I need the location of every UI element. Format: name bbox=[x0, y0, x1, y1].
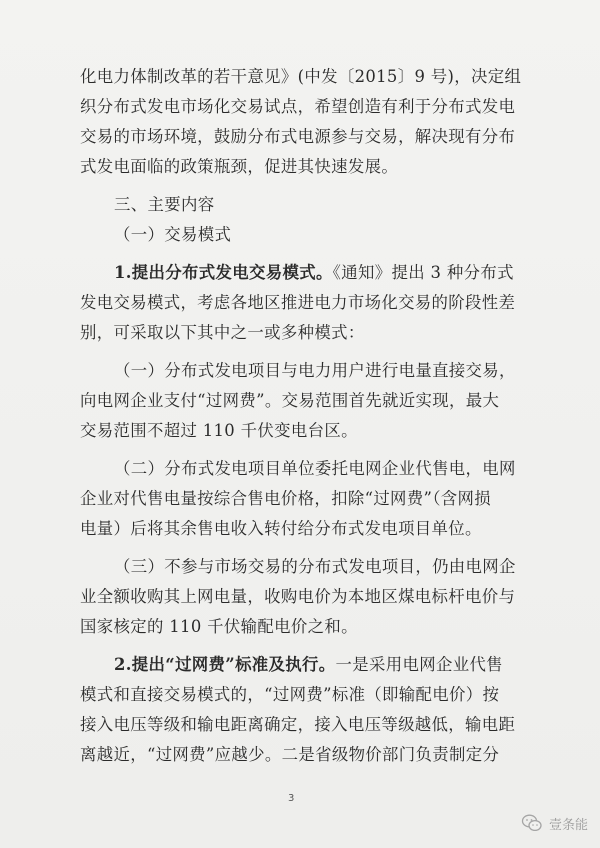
text-line: 发电交易模式，考虑各地区推进电力市场化交易的阶段性差 bbox=[80, 293, 516, 312]
text-line: 电量）后将其余售电收入转付给分布式发电项目单位。 bbox=[80, 519, 482, 538]
watermark bbox=[521, 812, 588, 834]
text-line: 向电网企业支付“过网费”。交易范围首先就近实现，最大 bbox=[80, 391, 500, 410]
text-run: 一是采用电网企业代售 bbox=[335, 655, 503, 674]
paragraph-line bbox=[80, 650, 528, 680]
page-number: 3 bbox=[288, 793, 295, 804]
text-line: 织分布式发电市场化交易试点，希望创造有利于分布式发电 bbox=[80, 97, 516, 116]
text-line: 交易的市场环境，鼓励分布式电源参与交易，解决现有分布 bbox=[80, 127, 516, 146]
text-line: 业全额收购其上网电量，收购电价为本地区煤电标杆电价与 bbox=[80, 587, 516, 606]
item-heading: 1.提出分布式发电交易模式。 bbox=[114, 263, 333, 282]
text-line: 交易范围不超过 110 千伏变电台区。 bbox=[80, 421, 358, 440]
text-line: 别，可采取以下其中之一或多种模式： bbox=[80, 323, 365, 342]
text-line: （一）分布式发电项目与电力用户进行电量直接交易， bbox=[114, 361, 516, 380]
text-line: 化电力体制改革的若干意见》(中发〔2015〕9 号)，决定组 bbox=[80, 67, 522, 86]
text-line: 模式和直接交易模式的，“过网费”标准（即输配电价）按 bbox=[80, 685, 500, 704]
text-line: 离越近，“过网费”应越少。二是省级物价部门负责制定分 bbox=[80, 745, 500, 764]
text-line: 企业对代售电量按综合售电价格，扣除“过网费”（含网损 bbox=[80, 489, 492, 508]
item-heading: 2.提出“过网费”标准及执行。 bbox=[114, 655, 336, 674]
text-run: 《通知》提出 3 种分布式 bbox=[332, 263, 514, 282]
paragraph-line bbox=[80, 258, 528, 288]
text-line: （三）不参与市场交易的分布式发电项目，仍由电网企 bbox=[114, 557, 516, 576]
document-body bbox=[80, 62, 528, 770]
text-line: 国家核定的 110 千伏输配电价之和。 bbox=[80, 617, 358, 636]
text-line: 式发电面临的政策瓶颈，促进其快速发展。 bbox=[80, 157, 399, 176]
subsection-heading: （一）交易模式 bbox=[114, 225, 232, 244]
text-line: （二）分布式发电项目单位委托电网企业代售电，电网 bbox=[114, 459, 516, 478]
watermark-label: 壹条能 bbox=[548, 817, 588, 833]
text-line: 接入电压等级和输电距离确定，接入电压等级越低，输电距 bbox=[80, 715, 516, 734]
wechat-icon bbox=[521, 812, 543, 834]
section-heading: 三、主要内容 bbox=[114, 195, 215, 214]
